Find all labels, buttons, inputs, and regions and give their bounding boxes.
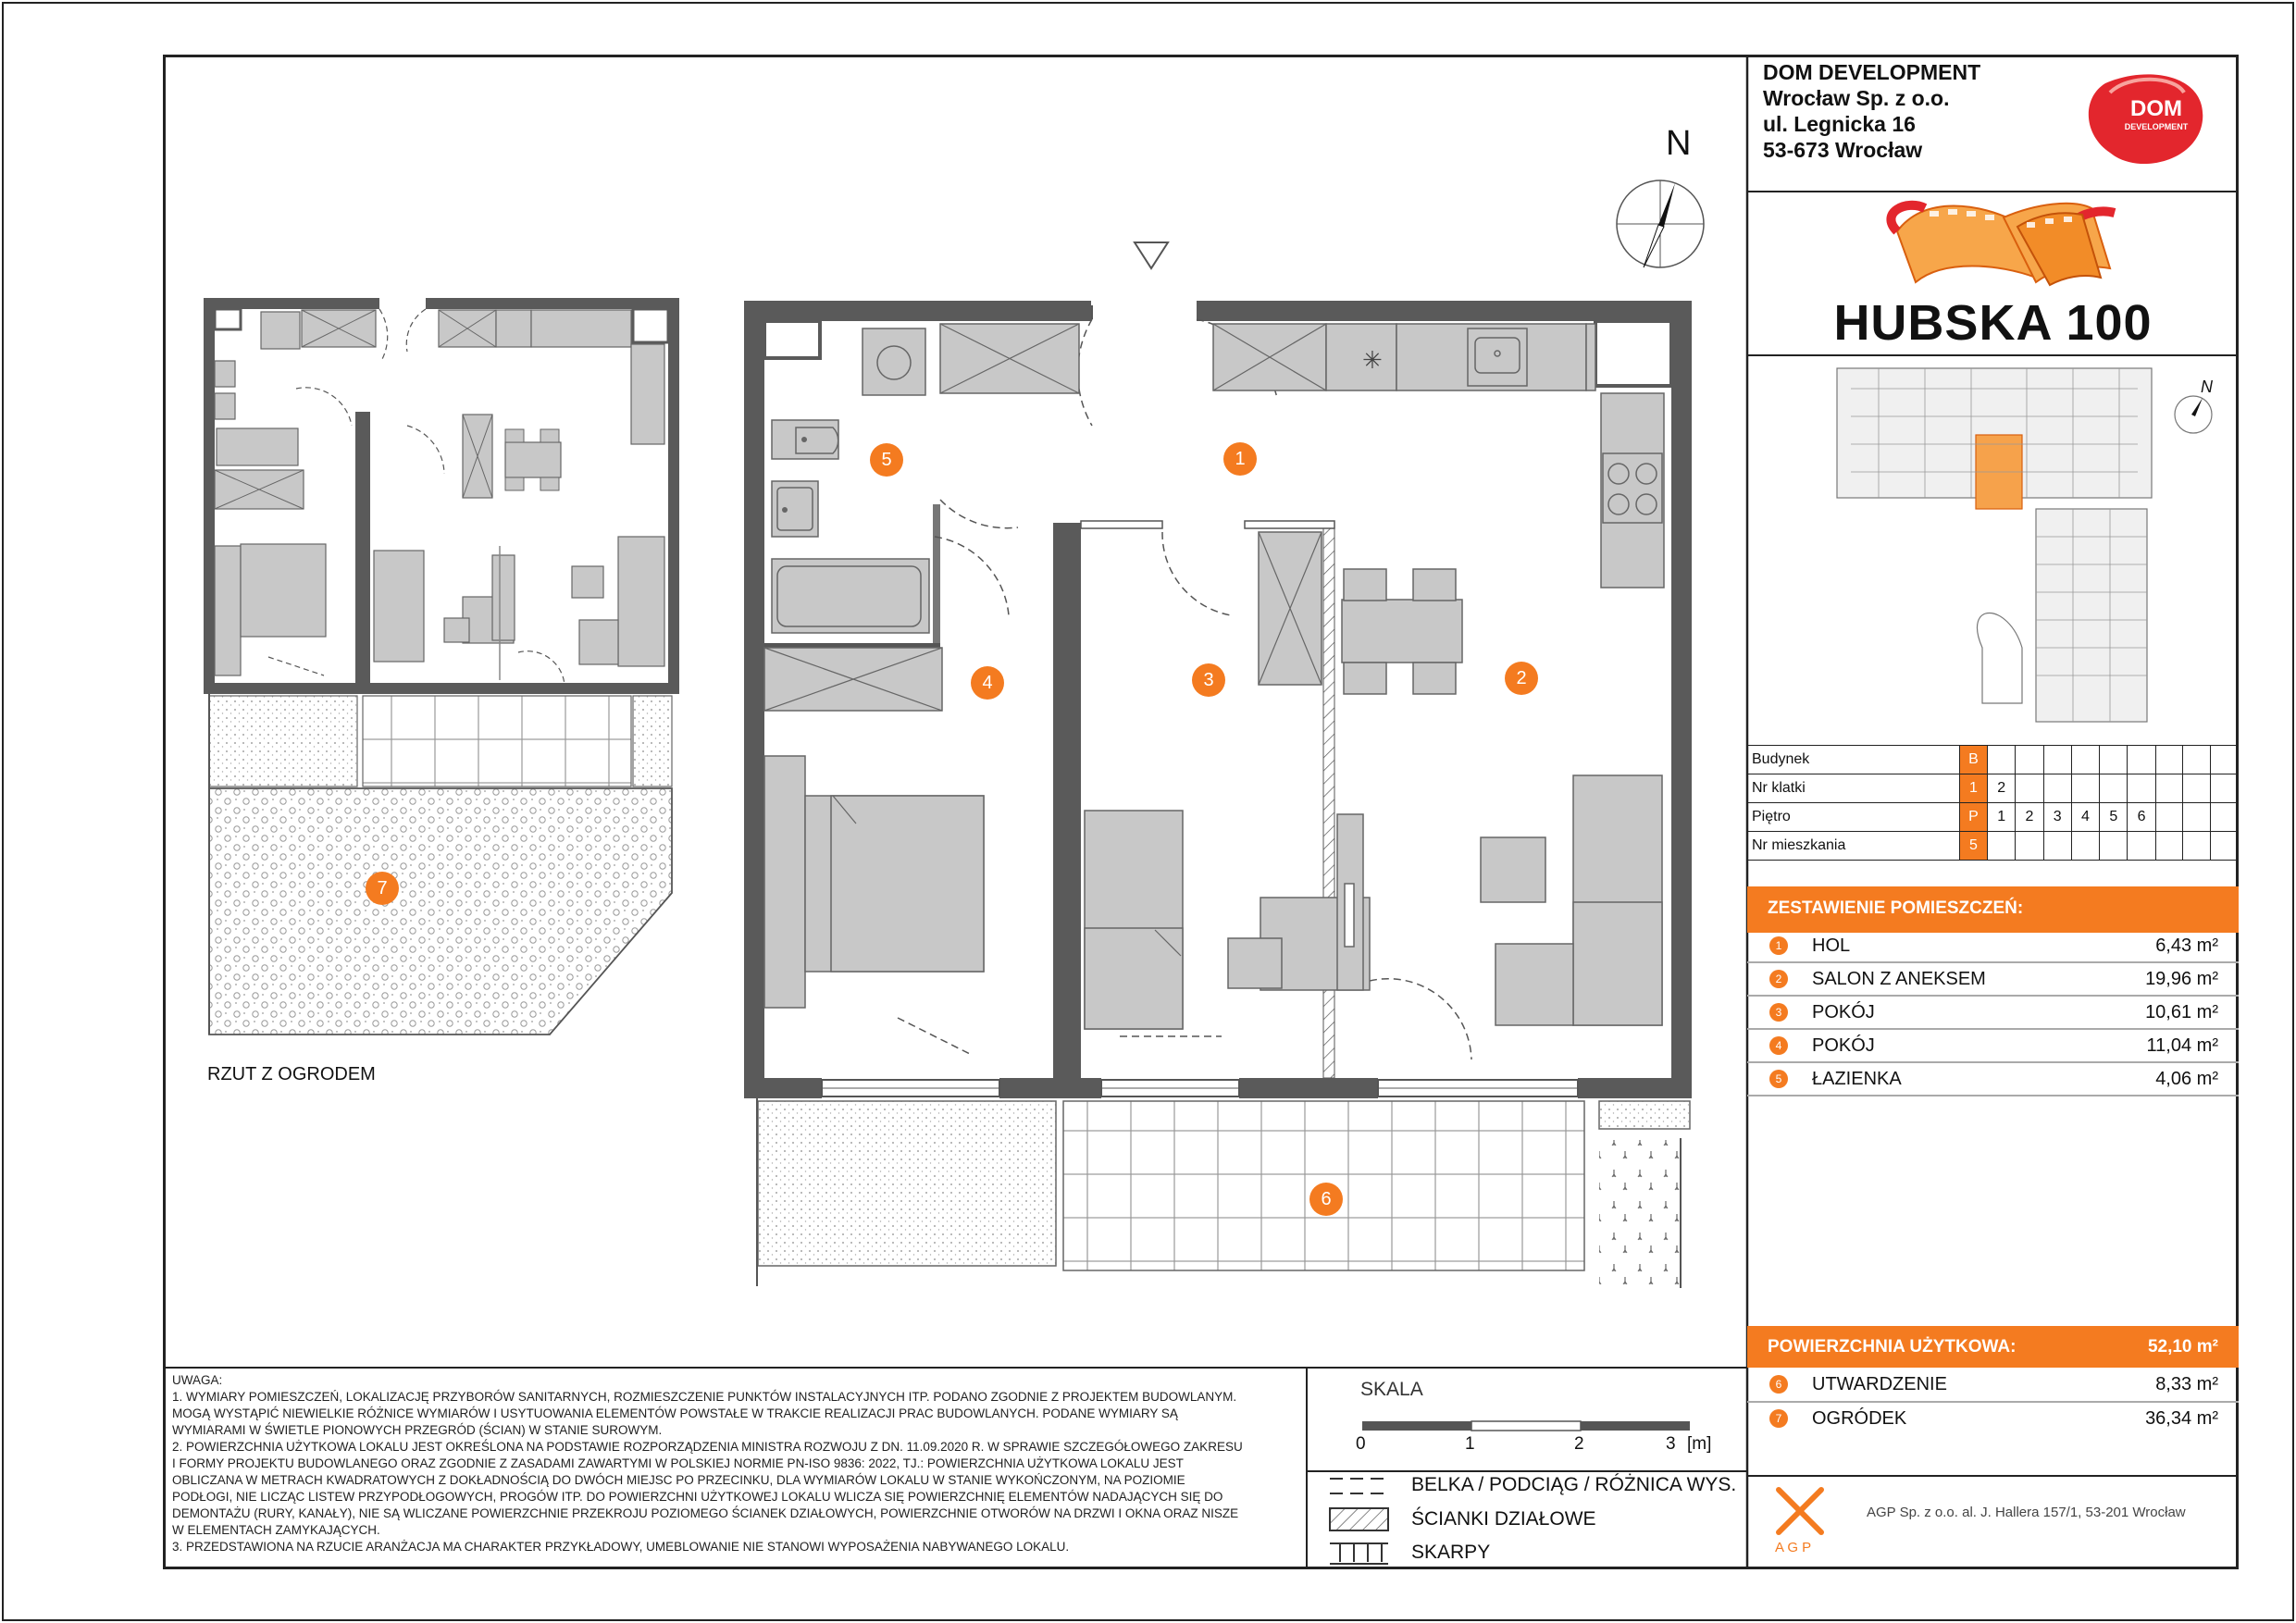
- list-item: 5 ŁAZIENKA 4,06 m²: [1747, 1063, 2239, 1095]
- legend-slopes: SKARPY: [1411, 1542, 1491, 1563]
- room-marker-5: 5: [870, 443, 903, 477]
- company-city: 53-673 Wrocław: [1763, 138, 1923, 162]
- agp-address: AGP Sp. z o.o. al. J. Hallera 157/1, 53-201 Wrocław: [1867, 1505, 2186, 1520]
- notes-block: UWAGA: 1. WYMIARY POMIESZCZEŃ, LOKALIZACJĘ PRZYBORÓW SANITARNYCH, ROZMIESZCZENIE PUNKTÓW INSTALACYJNYCH ITP. PODANO ZGODNIE Z PROJEKTEM BUDOWLANYM. MOGĄ WYSTĄPIĆ NIEWIELKIE RÓŻNICE WYMIARÓW I USYTUOWANIA ELEMENTÓW POWSTAŁE W TRAKCIE REALIZACJI PRAC BUDOWLANYCH. PODANE WYMIARY SĄ WYMIARAMI W ŚWIETLE PIONOWYCH PRZEGRÓD (ŚCIAN) W STANIE SUROWYM. 2. POWIERZCHNIA UŻYTKOWA LOKALU JEST OKREŚLONA NA PODSTAWIE ROZPORZĄDZENIA MINISTRA ROZWOJU Z DN. 11.09.2020 R. W SPRAWIE SZCZEGÓŁOWEGO ZAKRESU I FORMY PROJEKTU BUDOWLANEGO ORAZ ZGODNIE Z ZASADAMI ZAWARTYMI W POLSKIEJ NORMIE PN-ISO 9836: 2022, TJ.: POWIERZCHNIA UŻYTKOWA LOKALU JEST OBLICZANA W METRACH KWADRATOWYCH Z DOKŁADNOŚCIĄ DO DWÓCH MIEJSC PO PRZECINKU, DLA WYMIARÓW LOKALU W STANIE WYKOŃCZONYM, NA POZIOMIE PODŁOGI, NIE LICZĄC LISTEW PRZYPODŁOGOWYCH, PROGÓW ITP. DO POWIERZCHNI UŻYTKOWEJ LOKALU WLICZA SIĘ POWIERZCHNIĘ ELEMENTÓW NADAJĄCYCH SIĘ DO DEMONTAŻU (RURY, KANAŁY), NIE SĄ WLICZANE POWIERZCHNIE PRZEKROJU POZIOMEGO ŚCIANEK DZIAŁOWYCH, POWIERZCHNIE OTWORÓW NA DRZWI I OKNA ORAZ NISZE W ELEMENTACH ZAMYKAJĄCYCH. 3. PRZEDSTAWIONA NA RZUCIE ARANŻACJA MA CHARAKTER PRZYKŁADOWY, UMEBLOWANIE NIE STANOWI WYPOSAŻENIA NABYWANEGO LOKALU.: [172, 1373, 1243, 1554]
- scale-unit: [m]: [1687, 1434, 1712, 1454]
- list-item: 3 POKÓJ 10,61 m²: [1747, 997, 2239, 1028]
- list-item: 1 HOL 6,43 m²: [1747, 930, 2239, 961]
- table-row: Piętro P 1 2 3 4 5 6: [1748, 803, 2239, 832]
- legend-partition: ŚCIANKI DZIAŁOWE: [1411, 1508, 1596, 1530]
- rooms-header: ZESTAWIENIE POMIESZCZEŃ:: [1747, 886, 2239, 933]
- room-marker-3: 3: [1192, 663, 1225, 697]
- garden-caption: RZUT Z OGRODEM: [207, 1064, 376, 1084]
- table-row: Budynek B: [1748, 746, 2239, 774]
- total-area-bar: POWIERZCHNIA UŻYTKOWA: 52,10 m²: [1747, 1326, 2239, 1368]
- table-row: Nr klatki 1 2: [1748, 774, 2239, 803]
- scale-title: SKALA: [1360, 1379, 1423, 1400]
- project-title: HUBSKA 100: [1833, 295, 2153, 351]
- room-marker-1: 1: [1223, 442, 1257, 476]
- logo-subtext: DEVELOPMENT: [2124, 122, 2189, 131]
- scale-tick-0: 0: [1356, 1434, 1366, 1454]
- agp-mark: A G P: [1775, 1540, 1812, 1555]
- scale-tick-3: 3: [1666, 1434, 1676, 1454]
- list-item: 4 POKÓJ 11,04 m²: [1747, 1030, 2239, 1061]
- table-row: Nr mieszkania 5: [1748, 832, 2239, 861]
- legend-beam: BELKA / PODCIĄG / RÓŻNICA WYS.: [1411, 1474, 1737, 1495]
- list-item: 7 OGRÓDEK 36,34 m²: [1747, 1403, 2239, 1434]
- svg-text:✳: ✳: [1362, 347, 1383, 375]
- logo-text: DOM: [2130, 96, 2182, 121]
- room-marker-4: 4: [971, 666, 1004, 700]
- room-marker-7: 7: [366, 872, 399, 905]
- list-item: 2 SALON Z ANEKSEM 19,96 m²: [1747, 963, 2239, 995]
- company-line2: Wrocław Sp. z o.o.: [1763, 86, 1950, 110]
- mini-north-label: N: [2201, 378, 2213, 396]
- room-marker-6: 6: [1309, 1183, 1343, 1216]
- unit-info-table: [1747, 745, 2239, 861]
- north-label: N: [1666, 124, 1692, 163]
- list-item: 6 UTWARDZENIE 8,33 m²: [1747, 1369, 2239, 1400]
- room-marker-2: 2: [1505, 662, 1538, 695]
- company-address: ul. Legnicka 16: [1763, 112, 1916, 136]
- scale-tick-2: 2: [1574, 1434, 1584, 1454]
- scale-tick-1: 1: [1465, 1434, 1475, 1454]
- company-name: DOM DEVELOPMENT: [1763, 60, 1981, 84]
